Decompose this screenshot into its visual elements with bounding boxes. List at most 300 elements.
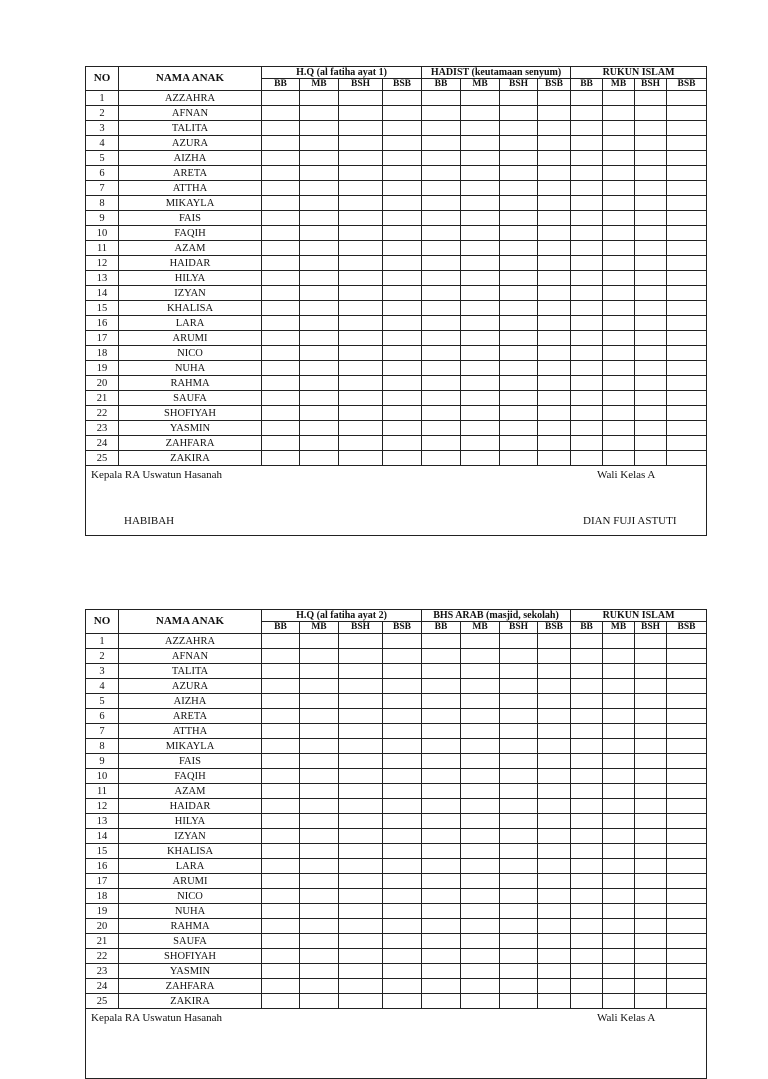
score-cell[interactable] <box>262 844 300 859</box>
score-cell[interactable] <box>262 964 300 979</box>
score-cell[interactable] <box>571 391 603 406</box>
score-cell[interactable] <box>635 829 667 844</box>
score-cell[interactable] <box>422 346 461 361</box>
score-cell[interactable] <box>667 256 707 271</box>
score-cell[interactable] <box>571 844 603 859</box>
score-cell[interactable] <box>635 709 667 724</box>
score-cell[interactable] <box>262 739 300 754</box>
score-cell[interactable] <box>635 739 667 754</box>
score-cell[interactable] <box>300 271 339 286</box>
score-cell[interactable] <box>500 979 538 994</box>
score-cell[interactable] <box>262 421 300 436</box>
score-cell[interactable] <box>603 406 635 421</box>
score-cell[interactable] <box>422 151 461 166</box>
score-cell[interactable] <box>262 376 300 391</box>
score-cell[interactable] <box>500 361 538 376</box>
score-cell[interactable] <box>339 889 383 904</box>
score-cell[interactable] <box>667 904 707 919</box>
score-cell[interactable] <box>667 91 707 106</box>
score-cell[interactable] <box>383 406 422 421</box>
score-cell[interactable] <box>383 934 422 949</box>
score-cell[interactable] <box>603 166 635 181</box>
score-cell[interactable] <box>571 934 603 949</box>
score-cell[interactable] <box>500 634 538 649</box>
score-cell[interactable] <box>500 649 538 664</box>
score-cell[interactable] <box>635 949 667 964</box>
score-cell[interactable] <box>300 91 339 106</box>
score-cell[interactable] <box>635 271 667 286</box>
score-cell[interactable] <box>667 919 707 934</box>
score-cell[interactable] <box>300 859 339 874</box>
score-cell[interactable] <box>603 106 635 121</box>
score-cell[interactable] <box>538 211 571 226</box>
score-cell[interactable] <box>461 919 500 934</box>
score-cell[interactable] <box>422 121 461 136</box>
score-cell[interactable] <box>538 301 571 316</box>
score-cell[interactable] <box>667 346 707 361</box>
score-cell[interactable] <box>262 256 300 271</box>
score-cell[interactable] <box>461 844 500 859</box>
score-cell[interactable] <box>635 859 667 874</box>
score-cell[interactable] <box>461 151 500 166</box>
score-cell[interactable] <box>262 709 300 724</box>
score-cell[interactable] <box>383 964 422 979</box>
score-cell[interactable] <box>538 166 571 181</box>
score-cell[interactable] <box>461 451 500 466</box>
score-cell[interactable] <box>667 724 707 739</box>
score-cell[interactable] <box>635 964 667 979</box>
score-cell[interactable] <box>339 121 383 136</box>
score-cell[interactable] <box>262 106 300 121</box>
score-cell[interactable] <box>461 121 500 136</box>
score-cell[interactable] <box>500 769 538 784</box>
score-cell[interactable] <box>667 889 707 904</box>
score-cell[interactable] <box>603 859 635 874</box>
score-cell[interactable] <box>300 994 339 1009</box>
score-cell[interactable] <box>571 814 603 829</box>
score-cell[interactable] <box>571 769 603 784</box>
score-cell[interactable] <box>383 256 422 271</box>
score-cell[interactable] <box>667 331 707 346</box>
score-cell[interactable] <box>422 271 461 286</box>
score-cell[interactable] <box>500 196 538 211</box>
score-cell[interactable] <box>262 451 300 466</box>
score-cell[interactable] <box>500 889 538 904</box>
score-cell[interactable] <box>500 829 538 844</box>
score-cell[interactable] <box>667 301 707 316</box>
score-cell[interactable] <box>667 754 707 769</box>
score-cell[interactable] <box>667 769 707 784</box>
score-cell[interactable] <box>571 91 603 106</box>
score-cell[interactable] <box>635 316 667 331</box>
score-cell[interactable] <box>538 859 571 874</box>
score-cell[interactable] <box>383 904 422 919</box>
score-cell[interactable] <box>667 406 707 421</box>
score-cell[interactable] <box>538 769 571 784</box>
score-cell[interactable] <box>461 679 500 694</box>
score-cell[interactable] <box>262 361 300 376</box>
score-cell[interactable] <box>603 226 635 241</box>
score-cell[interactable] <box>603 256 635 271</box>
score-cell[interactable] <box>339 949 383 964</box>
score-cell[interactable] <box>461 286 500 301</box>
score-cell[interactable] <box>667 181 707 196</box>
score-cell[interactable] <box>603 769 635 784</box>
score-cell[interactable] <box>461 91 500 106</box>
score-cell[interactable] <box>461 754 500 769</box>
score-cell[interactable] <box>603 376 635 391</box>
score-cell[interactable] <box>603 211 635 226</box>
score-cell[interactable] <box>667 679 707 694</box>
score-cell[interactable] <box>500 904 538 919</box>
score-cell[interactable] <box>635 451 667 466</box>
score-cell[interactable] <box>571 211 603 226</box>
score-cell[interactable] <box>300 181 339 196</box>
score-cell[interactable] <box>383 421 422 436</box>
score-cell[interactable] <box>383 451 422 466</box>
score-cell[interactable] <box>461 949 500 964</box>
score-cell[interactable] <box>422 406 461 421</box>
score-cell[interactable] <box>538 406 571 421</box>
score-cell[interactable] <box>339 709 383 724</box>
score-cell[interactable] <box>500 964 538 979</box>
score-cell[interactable] <box>603 664 635 679</box>
score-cell[interactable] <box>571 421 603 436</box>
score-cell[interactable] <box>300 361 339 376</box>
score-cell[interactable] <box>571 634 603 649</box>
score-cell[interactable] <box>538 346 571 361</box>
score-cell[interactable] <box>339 241 383 256</box>
score-cell[interactable] <box>422 889 461 904</box>
score-cell[interactable] <box>383 709 422 724</box>
score-cell[interactable] <box>667 151 707 166</box>
score-cell[interactable] <box>383 724 422 739</box>
score-cell[interactable] <box>383 91 422 106</box>
score-cell[interactable] <box>667 814 707 829</box>
score-cell[interactable] <box>603 724 635 739</box>
score-cell[interactable] <box>461 226 500 241</box>
score-cell[interactable] <box>461 136 500 151</box>
score-cell[interactable] <box>571 316 603 331</box>
score-cell[interactable] <box>422 361 461 376</box>
score-cell[interactable] <box>603 136 635 151</box>
score-cell[interactable] <box>300 451 339 466</box>
score-cell[interactable] <box>500 739 538 754</box>
score-cell[interactable] <box>383 799 422 814</box>
score-cell[interactable] <box>538 226 571 241</box>
score-cell[interactable] <box>461 241 500 256</box>
score-cell[interactable] <box>383 376 422 391</box>
score-cell[interactable] <box>667 739 707 754</box>
score-cell[interactable] <box>300 724 339 739</box>
score-cell[interactable] <box>461 694 500 709</box>
score-cell[interactable] <box>461 814 500 829</box>
score-cell[interactable] <box>603 649 635 664</box>
score-cell[interactable] <box>500 301 538 316</box>
score-cell[interactable] <box>603 421 635 436</box>
score-cell[interactable] <box>300 241 339 256</box>
score-cell[interactable] <box>262 346 300 361</box>
score-cell[interactable] <box>300 844 339 859</box>
score-cell[interactable] <box>383 271 422 286</box>
score-cell[interactable] <box>635 406 667 421</box>
score-cell[interactable] <box>571 709 603 724</box>
score-cell[interactable] <box>538 331 571 346</box>
score-cell[interactable] <box>262 649 300 664</box>
score-cell[interactable] <box>667 286 707 301</box>
score-cell[interactable] <box>667 316 707 331</box>
score-cell[interactable] <box>422 391 461 406</box>
score-cell[interactable] <box>339 784 383 799</box>
score-cell[interactable] <box>603 694 635 709</box>
score-cell[interactable] <box>538 391 571 406</box>
score-cell[interactable] <box>538 106 571 121</box>
score-cell[interactable] <box>571 964 603 979</box>
score-cell[interactable] <box>300 934 339 949</box>
score-cell[interactable] <box>500 286 538 301</box>
score-cell[interactable] <box>603 919 635 934</box>
score-cell[interactable] <box>571 286 603 301</box>
score-cell[interactable] <box>262 664 300 679</box>
score-cell[interactable] <box>383 829 422 844</box>
score-cell[interactable] <box>339 814 383 829</box>
score-cell[interactable] <box>538 814 571 829</box>
score-cell[interactable] <box>422 241 461 256</box>
score-cell[interactable] <box>603 391 635 406</box>
score-cell[interactable] <box>538 376 571 391</box>
score-cell[interactable] <box>339 91 383 106</box>
score-cell[interactable] <box>300 286 339 301</box>
score-cell[interactable] <box>300 904 339 919</box>
score-cell[interactable] <box>571 271 603 286</box>
score-cell[interactable] <box>300 949 339 964</box>
score-cell[interactable] <box>603 964 635 979</box>
score-cell[interactable] <box>300 106 339 121</box>
score-cell[interactable] <box>603 934 635 949</box>
score-cell[interactable] <box>339 919 383 934</box>
score-cell[interactable] <box>300 979 339 994</box>
score-cell[interactable] <box>300 421 339 436</box>
score-cell[interactable] <box>603 271 635 286</box>
score-cell[interactable] <box>461 331 500 346</box>
score-cell[interactable] <box>339 421 383 436</box>
score-cell[interactable] <box>603 679 635 694</box>
score-cell[interactable] <box>422 136 461 151</box>
score-cell[interactable] <box>500 226 538 241</box>
score-cell[interactable] <box>538 949 571 964</box>
score-cell[interactable] <box>538 451 571 466</box>
score-cell[interactable] <box>383 391 422 406</box>
score-cell[interactable] <box>461 316 500 331</box>
score-cell[interactable] <box>262 814 300 829</box>
score-cell[interactable] <box>339 436 383 451</box>
score-cell[interactable] <box>571 451 603 466</box>
score-cell[interactable] <box>635 994 667 1009</box>
score-cell[interactable] <box>300 874 339 889</box>
score-cell[interactable] <box>571 889 603 904</box>
score-cell[interactable] <box>538 934 571 949</box>
score-cell[interactable] <box>339 316 383 331</box>
score-cell[interactable] <box>603 739 635 754</box>
score-cell[interactable] <box>538 649 571 664</box>
score-cell[interactable] <box>538 91 571 106</box>
score-cell[interactable] <box>461 829 500 844</box>
score-cell[interactable] <box>262 136 300 151</box>
score-cell[interactable] <box>300 316 339 331</box>
score-cell[interactable] <box>422 166 461 181</box>
score-cell[interactable] <box>667 994 707 1009</box>
score-cell[interactable] <box>603 754 635 769</box>
score-cell[interactable] <box>383 739 422 754</box>
score-cell[interactable] <box>635 286 667 301</box>
score-cell[interactable] <box>339 994 383 1009</box>
score-cell[interactable] <box>262 634 300 649</box>
score-cell[interactable] <box>603 346 635 361</box>
score-cell[interactable] <box>571 196 603 211</box>
score-cell[interactable] <box>422 664 461 679</box>
score-cell[interactable] <box>383 679 422 694</box>
score-cell[interactable] <box>603 436 635 451</box>
score-cell[interactable] <box>300 889 339 904</box>
score-cell[interactable] <box>461 889 500 904</box>
score-cell[interactable] <box>635 256 667 271</box>
score-cell[interactable] <box>383 151 422 166</box>
score-cell[interactable] <box>262 799 300 814</box>
score-cell[interactable] <box>538 694 571 709</box>
score-cell[interactable] <box>339 391 383 406</box>
score-cell[interactable] <box>262 391 300 406</box>
score-cell[interactable] <box>538 316 571 331</box>
score-cell[interactable] <box>383 211 422 226</box>
score-cell[interactable] <box>635 844 667 859</box>
score-cell[interactable] <box>538 196 571 211</box>
score-cell[interactable] <box>262 301 300 316</box>
score-cell[interactable] <box>635 391 667 406</box>
score-cell[interactable] <box>538 904 571 919</box>
score-cell[interactable] <box>422 994 461 1009</box>
score-cell[interactable] <box>603 889 635 904</box>
score-cell[interactable] <box>461 979 500 994</box>
score-cell[interactable] <box>635 181 667 196</box>
score-cell[interactable] <box>339 739 383 754</box>
score-cell[interactable] <box>422 859 461 874</box>
score-cell[interactable] <box>339 829 383 844</box>
score-cell[interactable] <box>300 151 339 166</box>
score-cell[interactable] <box>262 769 300 784</box>
score-cell[interactable] <box>262 889 300 904</box>
score-cell[interactable] <box>461 181 500 196</box>
score-cell[interactable] <box>383 121 422 136</box>
score-cell[interactable] <box>538 994 571 1009</box>
score-cell[interactable] <box>571 994 603 1009</box>
score-cell[interactable] <box>500 271 538 286</box>
score-cell[interactable] <box>571 784 603 799</box>
score-cell[interactable] <box>422 331 461 346</box>
score-cell[interactable] <box>461 964 500 979</box>
score-cell[interactable] <box>635 934 667 949</box>
score-cell[interactable] <box>300 436 339 451</box>
score-cell[interactable] <box>339 649 383 664</box>
score-cell[interactable] <box>383 919 422 934</box>
score-cell[interactable] <box>461 859 500 874</box>
score-cell[interactable] <box>383 166 422 181</box>
score-cell[interactable] <box>422 679 461 694</box>
score-cell[interactable] <box>422 436 461 451</box>
score-cell[interactable] <box>262 331 300 346</box>
score-cell[interactable] <box>422 256 461 271</box>
score-cell[interactable] <box>383 196 422 211</box>
score-cell[interactable] <box>538 889 571 904</box>
score-cell[interactable] <box>339 286 383 301</box>
score-cell[interactable] <box>461 649 500 664</box>
score-cell[interactable] <box>461 346 500 361</box>
score-cell[interactable] <box>262 979 300 994</box>
score-cell[interactable] <box>500 844 538 859</box>
score-cell[interactable] <box>667 634 707 649</box>
score-cell[interactable] <box>635 211 667 226</box>
score-cell[interactable] <box>422 949 461 964</box>
score-cell[interactable] <box>603 904 635 919</box>
score-cell[interactable] <box>422 301 461 316</box>
score-cell[interactable] <box>500 874 538 889</box>
score-cell[interactable] <box>635 376 667 391</box>
score-cell[interactable] <box>461 196 500 211</box>
score-cell[interactable] <box>383 859 422 874</box>
score-cell[interactable] <box>571 919 603 934</box>
score-cell[interactable] <box>383 949 422 964</box>
score-cell[interactable] <box>422 754 461 769</box>
score-cell[interactable] <box>667 136 707 151</box>
score-cell[interactable] <box>667 196 707 211</box>
score-cell[interactable] <box>667 241 707 256</box>
score-cell[interactable] <box>461 769 500 784</box>
score-cell[interactable] <box>300 166 339 181</box>
score-cell[interactable] <box>500 166 538 181</box>
score-cell[interactable] <box>500 664 538 679</box>
score-cell[interactable] <box>635 679 667 694</box>
score-cell[interactable] <box>262 859 300 874</box>
score-cell[interactable] <box>383 754 422 769</box>
score-cell[interactable] <box>262 724 300 739</box>
score-cell[interactable] <box>339 256 383 271</box>
score-cell[interactable] <box>538 709 571 724</box>
score-cell[interactable] <box>571 331 603 346</box>
score-cell[interactable] <box>500 346 538 361</box>
score-cell[interactable] <box>339 904 383 919</box>
score-cell[interactable] <box>500 994 538 1009</box>
score-cell[interactable] <box>383 784 422 799</box>
score-cell[interactable] <box>571 874 603 889</box>
score-cell[interactable] <box>667 784 707 799</box>
score-cell[interactable] <box>383 286 422 301</box>
score-cell[interactable] <box>635 121 667 136</box>
score-cell[interactable] <box>500 406 538 421</box>
score-cell[interactable] <box>500 859 538 874</box>
score-cell[interactable] <box>339 964 383 979</box>
score-cell[interactable] <box>262 679 300 694</box>
score-cell[interactable] <box>262 904 300 919</box>
score-cell[interactable] <box>667 451 707 466</box>
score-cell[interactable] <box>635 436 667 451</box>
score-cell[interactable] <box>300 664 339 679</box>
score-cell[interactable] <box>339 196 383 211</box>
score-cell[interactable] <box>262 316 300 331</box>
score-cell[interactable] <box>300 919 339 934</box>
score-cell[interactable] <box>538 919 571 934</box>
score-cell[interactable] <box>262 181 300 196</box>
score-cell[interactable] <box>339 361 383 376</box>
score-cell[interactable] <box>571 724 603 739</box>
